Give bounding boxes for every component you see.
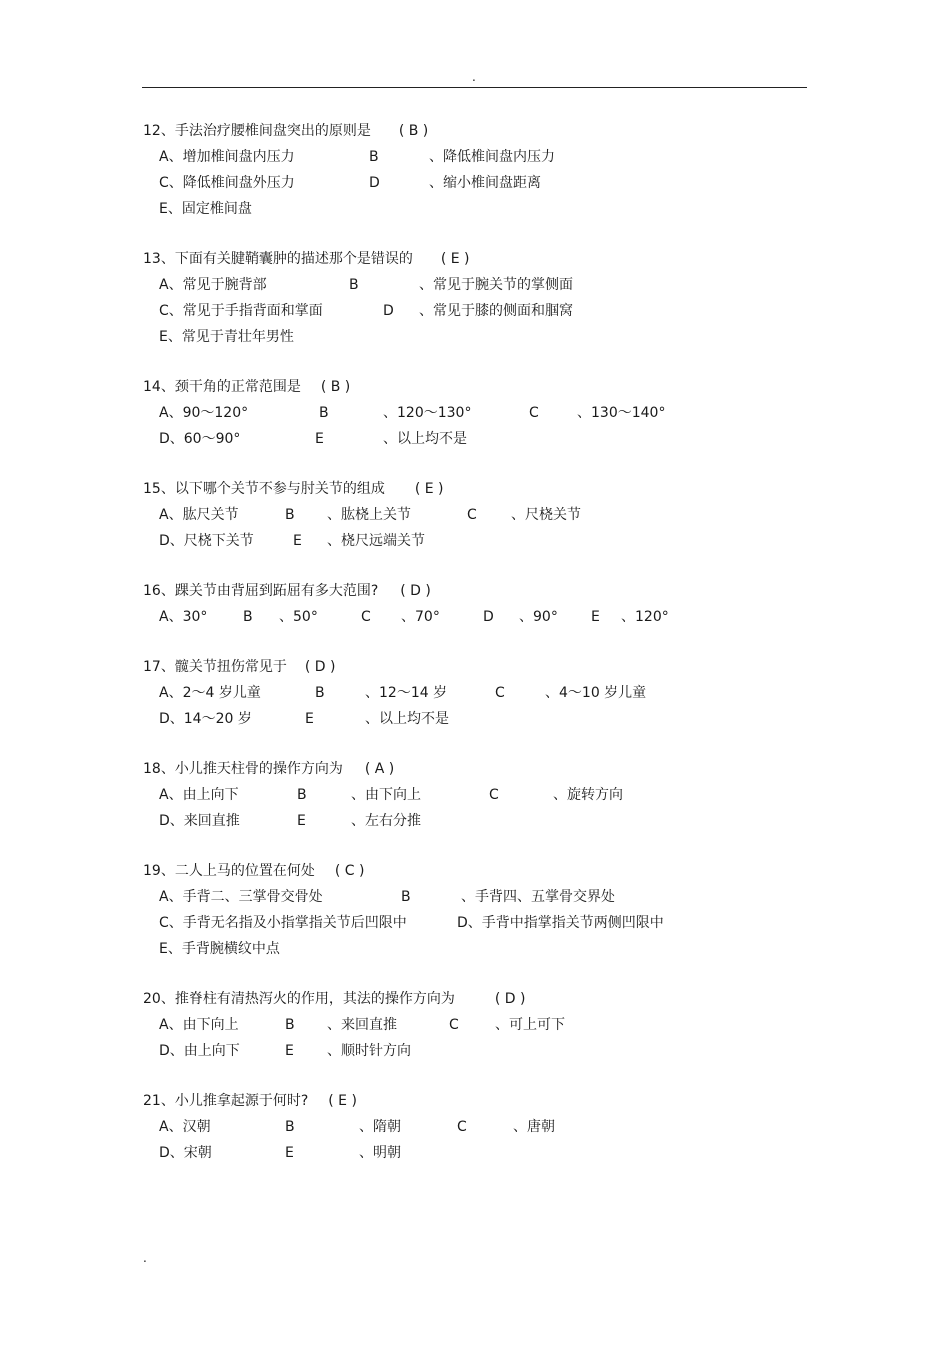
question-stem-line — [143, 988, 803, 1014]
question-stem: 14、颈干角的正常范围是 — [143, 379, 301, 395]
question-stem: 16、踝关节由背屈到跖屈有多大范围? — [143, 583, 379, 599]
option-d: D、尺桡下关节 — [159, 533, 254, 549]
option-b-text: 、来回直推 — [327, 1017, 397, 1033]
question-stem: 13、下面有关腱鞘囊肿的描述那个是错误的 — [143, 251, 413, 267]
option-a: A、肱尺关节 — [159, 507, 239, 523]
question-list — [143, 120, 803, 1192]
option-c-text: 、旋转方向 — [553, 787, 623, 803]
question-stem-line — [143, 580, 803, 606]
option-b-letter: B — [285, 1119, 295, 1135]
option-row — [143, 146, 803, 172]
question-14 — [143, 376, 803, 454]
option-c-text: 、可上可下 — [495, 1017, 565, 1033]
question-answer: ( E ) — [440, 251, 470, 267]
option-a: A、2～4 岁儿童 — [159, 685, 261, 701]
option-b-letter: B — [349, 277, 359, 293]
question-stem: 21、小儿推拿起源于何时? — [143, 1093, 309, 1109]
option-b-text: 、常见于腕关节的掌侧面 — [419, 277, 573, 293]
option-e-letter: E — [285, 1043, 294, 1059]
option-a: A、由下向上 — [159, 1017, 239, 1033]
question-stem: 18、小儿推天柱骨的操作方向为 — [143, 761, 343, 777]
option-a: A、汉朝 — [159, 1119, 211, 1135]
question-stem-line — [143, 248, 803, 274]
option-b-text: 、120～130° — [383, 405, 472, 421]
option-c-text: 、70° — [401, 609, 440, 625]
option-a: A、手背二、三掌骨交骨处 — [159, 889, 323, 905]
question-stem-line — [143, 478, 803, 504]
option-row — [143, 530, 803, 556]
option-d-letter: D — [369, 175, 380, 191]
option-d: D、宋朝 — [159, 1145, 212, 1161]
question-answer: ( E ) — [414, 481, 444, 497]
option-row — [143, 198, 803, 224]
option-row — [143, 1014, 803, 1040]
option-e-letter: E — [305, 711, 314, 727]
option-d: D、来回直推 — [159, 813, 240, 829]
option-row — [143, 784, 803, 810]
question-15 — [143, 478, 803, 556]
option-row — [143, 606, 803, 632]
option-b-text: 、隋朝 — [359, 1119, 401, 1135]
question-answer: ( C ) — [334, 863, 365, 879]
option-row — [143, 402, 803, 428]
header-rule — [142, 87, 807, 88]
question-20 — [143, 988, 803, 1066]
question-17 — [143, 656, 803, 734]
question-stem-line — [143, 1090, 803, 1116]
option-row — [143, 682, 803, 708]
option-d-text: 、缩小椎间盘距离 — [429, 175, 541, 191]
option-e-text: 、以上均不是 — [383, 431, 467, 447]
option-b-letter: B — [285, 507, 295, 523]
option-c: C、降低椎间盘外压力 — [159, 175, 295, 191]
question-19 — [143, 860, 803, 964]
option-b-text: 、由下向上 — [351, 787, 421, 803]
option-d-text: 、90° — [519, 609, 558, 625]
question-answer: ( E ) — [328, 1093, 357, 1109]
option-c-letter: C — [361, 609, 371, 625]
option-row — [143, 274, 803, 300]
question-stem: 19、二人上马的位置在何处 — [143, 863, 315, 879]
option-c-letter: C — [495, 685, 505, 701]
option-row — [143, 810, 803, 836]
option-e-text: 、顺时针方向 — [327, 1043, 411, 1059]
option-d-text: 、常见于膝的侧面和腘窝 — [419, 303, 573, 319]
option-a: A、由上向下 — [159, 787, 239, 803]
question-answer: ( D ) — [494, 991, 526, 1007]
question-18 — [143, 758, 803, 836]
option-row — [143, 708, 803, 734]
option-row — [143, 886, 803, 912]
option-e-letter: E — [285, 1145, 294, 1161]
option-a: A、90～120° — [159, 405, 249, 421]
option-b-letter: B — [285, 1017, 295, 1033]
option-b-text: 、12～14 岁 — [365, 685, 448, 701]
question-stem: 12、手法治疗腰椎间盘突出的原则是 — [143, 123, 371, 139]
footer-mark: . — [143, 1251, 147, 1265]
option-e: E、手背腕横纹中点 — [159, 941, 280, 957]
option-d: D、手背中指掌指关节两侧凹限中 — [457, 915, 664, 931]
question-12 — [143, 120, 803, 224]
option-row — [143, 912, 803, 938]
option-b-letter: B — [369, 149, 379, 165]
question-answer: ( B ) — [398, 123, 429, 139]
option-e-letter: E — [591, 609, 600, 625]
option-e-text: 、桡尺远端关节 — [327, 533, 425, 549]
question-stem-line — [143, 656, 803, 682]
option-c-letter: C — [529, 405, 539, 421]
option-b-text: 、降低椎间盘内压力 — [429, 149, 555, 165]
option-c-text: 、尺桡关节 — [511, 507, 581, 523]
option-b-letter: B — [401, 889, 411, 905]
option-row — [143, 938, 803, 964]
question-stem: 15、以下哪个关节不参与肘关节的组成 — [143, 481, 385, 497]
option-e-text: 、以上均不是 — [365, 711, 449, 727]
question-16 — [143, 580, 803, 632]
option-b-letter: B — [315, 685, 325, 701]
option-c: C、手背无名指及小指掌指关节后凹限中 — [159, 915, 407, 931]
option-row — [143, 300, 803, 326]
option-b-text: 、肱桡上关节 — [327, 507, 411, 523]
option-row — [143, 172, 803, 198]
question-stem: 17、髋关节扭伤常见于 — [143, 659, 287, 675]
option-c-text: 、唐朝 — [513, 1119, 555, 1135]
option-row — [143, 1142, 803, 1168]
question-21 — [143, 1090, 803, 1168]
option-c-text: 、4～10 岁儿童 — [545, 685, 647, 701]
option-c-letter: C — [489, 787, 499, 803]
option-row — [143, 504, 803, 530]
option-d: D、14～20 岁 — [159, 711, 252, 727]
option-e-text: 、左右分推 — [351, 813, 421, 829]
option-row — [143, 1116, 803, 1142]
option-d-letter: D — [483, 609, 494, 625]
option-a: A、常见于腕背部 — [159, 277, 267, 293]
option-row — [143, 1040, 803, 1066]
option-a: A、30° — [159, 609, 208, 625]
option-b-letter: B — [243, 609, 253, 625]
option-c: C、常见于手指背面和掌面 — [159, 303, 323, 319]
option-c-letter: C — [457, 1119, 467, 1135]
option-row — [143, 326, 803, 352]
question-stem-line — [143, 860, 803, 886]
option-e-letter: E — [315, 431, 324, 447]
question-stem-line — [143, 376, 803, 402]
option-a: A、增加椎间盘内压力 — [159, 149, 295, 165]
option-e: E、常见于青壮年男性 — [159, 329, 294, 345]
option-d-letter: D — [383, 303, 394, 319]
option-b-letter: B — [319, 405, 329, 421]
option-e-letter: E — [293, 533, 302, 549]
question-answer: ( D ) — [400, 583, 431, 599]
option-d: D、由上向下 — [159, 1043, 240, 1059]
question-answer: ( D ) — [304, 659, 336, 675]
header-mark: . — [472, 70, 476, 84]
question-13 — [143, 248, 803, 352]
option-b-text: 、手背四、五掌骨交界处 — [461, 889, 615, 905]
option-e: E、固定椎间盘 — [159, 201, 252, 217]
option-c-letter: C — [449, 1017, 459, 1033]
question-answer: ( A ) — [364, 761, 395, 777]
option-row — [143, 428, 803, 454]
question-stem-line — [143, 758, 803, 784]
question-stem-line — [143, 120, 803, 146]
option-e-letter: E — [297, 813, 306, 829]
option-b-letter: B — [297, 787, 307, 803]
option-c-letter: C — [467, 507, 477, 523]
option-b-text: 、50° — [279, 609, 318, 625]
question-answer: ( B ) — [320, 379, 351, 395]
option-e-text: 、明朝 — [359, 1145, 401, 1161]
question-stem: 20、推脊柱有清热泻火的作用，其法的操作方向为 — [143, 991, 455, 1007]
option-d: D、60～90° — [159, 431, 241, 447]
option-e-text: 、120° — [621, 609, 669, 625]
option-c-text: 、130～140° — [577, 405, 666, 421]
